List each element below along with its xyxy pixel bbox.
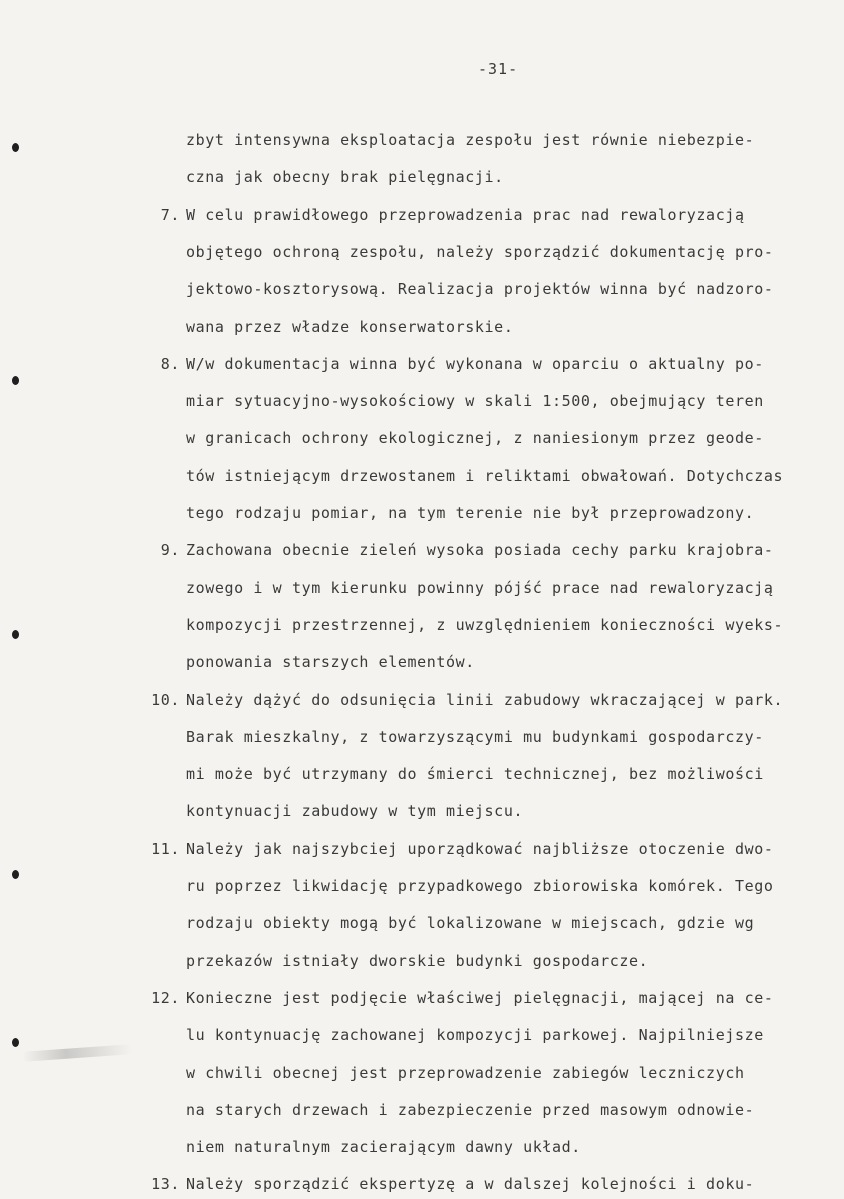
item-number: 13. <box>151 1175 180 1193</box>
text-line: tego rodzaju pomiar, na tym terenie nie był przeprowadzony. <box>186 504 755 522</box>
item-number: 12. <box>151 989 180 1007</box>
text-line: lu kontynuację zachowanej kompozycji parkowej. Najpilniejsze <box>186 1026 764 1044</box>
text-line: w granicach ochrony ekologicznej, z naniesionym przez geode- <box>186 429 764 447</box>
item-number: 7. <box>160 206 180 224</box>
text-line: ponowania starszych elementów. <box>186 653 475 671</box>
text-line: objętego ochroną zespołu, należy sporządzić dokumentację pro- <box>186 243 774 261</box>
punch-hole-mark <box>12 870 19 879</box>
item-number: 10. <box>151 691 180 709</box>
punch-hole-mark <box>12 630 19 639</box>
text-line: Należy dążyć do odsunięcia linii zabudowy wkraczającej w park. <box>186 691 784 709</box>
text-line: Barak mieszkalny, z towarzyszącymi mu budynkami gospodarczy- <box>186 728 764 746</box>
text-line: w chwili obecnej jest przeprowadzenie zabiegów leczniczych <box>186 1064 745 1082</box>
text-line: niem naturalnym zacierającym dawny układ. <box>186 1138 581 1156</box>
punch-hole-mark <box>12 143 19 152</box>
text-line: rodzaju obiekty mogą być lokalizowane w miejscach, gdzie wg <box>186 914 755 932</box>
text-line: miar sytuacyjno-wysokościowy w skali 1:500, obejmujący teren <box>186 392 764 410</box>
item-number: 11. <box>151 840 180 858</box>
text-line: Należy jak najszybciej uporządkować najbliższe otoczenie dwo- <box>186 840 774 858</box>
text-line: Należy sporządzić ekspertyzę a w dalszej kolejności i doku- <box>186 1175 755 1193</box>
text-line: Zachowana obecnie zieleń wysoka posiada cechy parku krajobra- <box>186 541 774 559</box>
text-line: na starych drzewach i zabezpieczenie przed masowym odnowie- <box>186 1101 755 1119</box>
scan-smudge <box>22 1044 132 1062</box>
text-line: kontynuacji zabudowy w tym miejscu. <box>186 802 524 820</box>
text-line: zowego i w tym kierunku powinny pójść prace nad rewaloryzacją <box>186 579 774 597</box>
text-line: zbyt intensywna eksploatacja zespołu jest równie niebezpie- <box>186 131 755 149</box>
punch-hole-mark <box>12 1038 19 1047</box>
text-line: przekazów istniały dworskie budynki gospodarcze. <box>186 952 649 970</box>
text-line: ru poprzez likwidację przypadkowego zbiorowiska komórek. Tego <box>186 877 774 895</box>
text-line: mi może być utrzymany do śmierci technicznej, bez możliwości <box>186 765 764 783</box>
page-number: -31- <box>478 60 519 78</box>
text-line: jektowo-kosztorysową. Realizacja projektów winna być nadzoro- <box>186 280 774 298</box>
text-line: tów istniejącym drzewostanem i reliktami obwałowań. Dotychczas <box>186 467 784 485</box>
punch-hole-mark <box>12 376 19 385</box>
text-line: Konieczne jest podjęcie właściwej pielęgnacji, mającej na ce- <box>186 989 774 1007</box>
text-line: W celu prawidłowego przeprowadzenia prac nad rewaloryzacją <box>186 206 745 224</box>
item-number: 8. <box>160 355 180 373</box>
text-line: kompozycji przestrzennej, z uwzględnieniem konieczności wyeks- <box>186 616 784 634</box>
text-line: W/w dokumentacja winna być wykonana w oparciu o aktualny po- <box>186 355 764 373</box>
text-line: wana przez władze konserwatorskie. <box>186 318 514 336</box>
text-line: czna jak obecny brak pielęgnacji. <box>186 168 504 186</box>
item-number: 9. <box>160 541 180 559</box>
